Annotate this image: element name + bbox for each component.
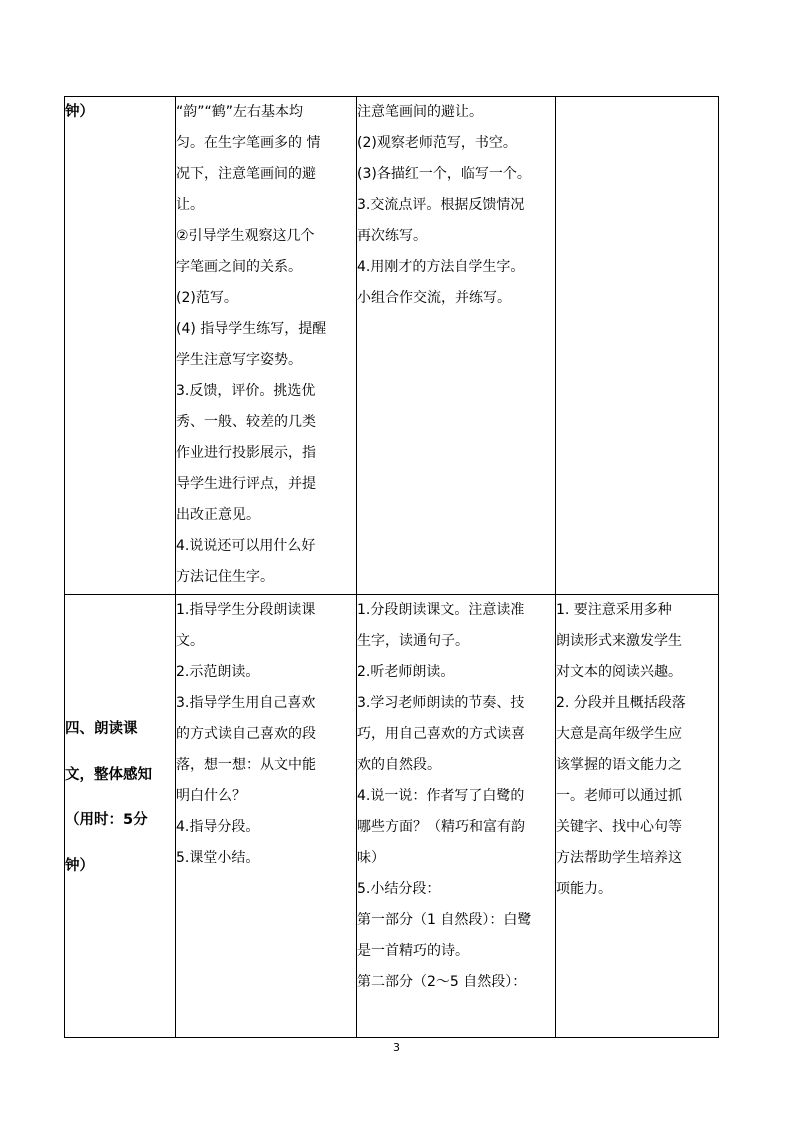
student-activity-line: 第二部分（2～5 自然段）： [357, 974, 527, 990]
teacher-activity-line: 4.说说还可以用什么好 [176, 538, 316, 554]
student-activity-line: 4.说一说：作者写了白鹭的 [357, 788, 525, 804]
teacher-activity-line: 导学生进行评点，并提 [176, 476, 316, 492]
page-number: 3 [393, 1041, 400, 1054]
design-intent-line: 方法帮助学生培养这 [556, 850, 682, 866]
teacher-activity-line: (4) 指导学生练写，提醒 [176, 321, 327, 337]
design-intent-line: 大意是高年级学生应 [556, 726, 682, 742]
design-intent-line: 对文本的阅读兴趣。 [556, 664, 682, 680]
teacher-activity-line: 明白什么？ [176, 788, 246, 804]
lesson-plan-table [64, 96, 719, 1038]
teacher-activity-line: 5.课堂小结。 [176, 850, 260, 866]
student-activity-cell [357, 595, 556, 1038]
teacher-activity-line: 文。 [176, 633, 204, 649]
teacher-activity-cell [176, 595, 357, 1038]
teacher-activity-line: 作业进行投影展示，指 [176, 445, 316, 461]
design-intent-line: 朗读形式来激发学生 [556, 633, 682, 649]
student-activity-line: 生字，读通句子。 [357, 633, 469, 649]
table-row [65, 97, 719, 595]
student-activity-line: 味） [357, 850, 385, 866]
student-activity-line: 3.学习老师朗读的节奏、技 [357, 695, 525, 711]
table-row [65, 595, 719, 1038]
student-activity-line: (3)各描红一个，临写一个。 [357, 166, 531, 182]
student-activity-line: 1.分段朗读课文。注意读准 [357, 602, 525, 618]
teacher-activity-line: (2)范写。 [176, 290, 238, 306]
teacher-activity-line: 3.反馈，评价。挑选优 [176, 383, 316, 399]
teacher-activity-line: 况下，注意笔画间的避 [176, 166, 316, 182]
stage-title-line: 四、朗读课 [65, 721, 138, 738]
student-activity-line: 再次练写。 [357, 228, 427, 244]
teacher-activity-line: 1.指导学生分段朗读课 [176, 602, 316, 618]
teacher-activity-line: ②引导学生观察这几个 [176, 228, 315, 244]
student-activity-line: 注意笔画间的避让。 [357, 104, 483, 120]
student-activity-line: 2.听老师朗读。 [357, 664, 455, 680]
student-activity-line: 3.交流点评。根据反馈情况 [357, 197, 525, 213]
stage-title-line: 钟） [65, 857, 94, 874]
student-activity-line: 小组合作交流，并练写。 [357, 290, 511, 306]
stage-title-line: 文，整体感知 [65, 766, 152, 783]
design-intent-line: 2. 分段并且概括段落 [556, 695, 686, 711]
teacher-activity-line: 落，想一想：从文中能 [176, 757, 316, 773]
design-intent-cell [556, 595, 719, 1038]
teacher-activity-line: 秀、一般、较差的几类 [176, 414, 316, 430]
student-activity-line: 巧，用自己喜欢的方式读喜 [357, 726, 525, 742]
student-activity-line: 欢的自然段。 [357, 757, 441, 773]
student-activity-line: 是一首精巧的诗。 [357, 943, 469, 959]
teacher-activity-line: 匀。在生字笔画多的 情 [176, 135, 321, 151]
stage-cell [65, 97, 176, 595]
design-intent-line: 该掌握的语文能力之 [556, 757, 682, 773]
stage-cell [65, 595, 176, 1038]
teacher-activity-line: 让。 [176, 197, 204, 213]
teacher-activity-line: 字笔画之间的关系。 [176, 259, 302, 275]
student-activity-line: 5.小结分段： [357, 881, 441, 897]
design-intent-line: 关键字、找中心句等 [556, 819, 682, 835]
teacher-activity-line: 3.指导学生用自己喜欢 [176, 695, 316, 711]
teacher-activity-line: 方法记住生字。 [176, 569, 274, 585]
student-activity-line: (2)观察老师范写，书空。 [357, 135, 517, 151]
teacher-activity-line: 的方式读自己喜欢的段 [176, 726, 316, 742]
student-activity-line: 4.用刚才的方法自学生字。 [357, 259, 525, 275]
teacher-activity-line: 4.指导分段。 [176, 819, 260, 835]
design-intent-line: 一。老师可以通过抓 [556, 788, 682, 804]
teacher-activity-cell [176, 97, 357, 595]
stage-title-line: （用时：5分 [65, 812, 148, 829]
design-intent-line: 1. 要注意采用多种 [556, 602, 672, 618]
design-intent-cell [556, 97, 719, 595]
teacher-activity-line: 2.示范朗读。 [176, 664, 260, 680]
student-activity-line: 第一部分（1 自然段）：白鹭 [357, 912, 532, 928]
student-activity-line: 哪些方面？（精巧和富有韵 [357, 819, 525, 835]
teacher-activity-line: 学生注意写字姿势。 [176, 352, 302, 368]
teacher-activity-line: “韵”“鹤”左右基本均 [176, 104, 304, 120]
design-intent-line: 项能力。 [556, 881, 612, 897]
student-activity-cell [357, 97, 556, 595]
stage-title: 钟） [65, 104, 94, 120]
teacher-activity-line: 出改正意见。 [176, 507, 260, 523]
